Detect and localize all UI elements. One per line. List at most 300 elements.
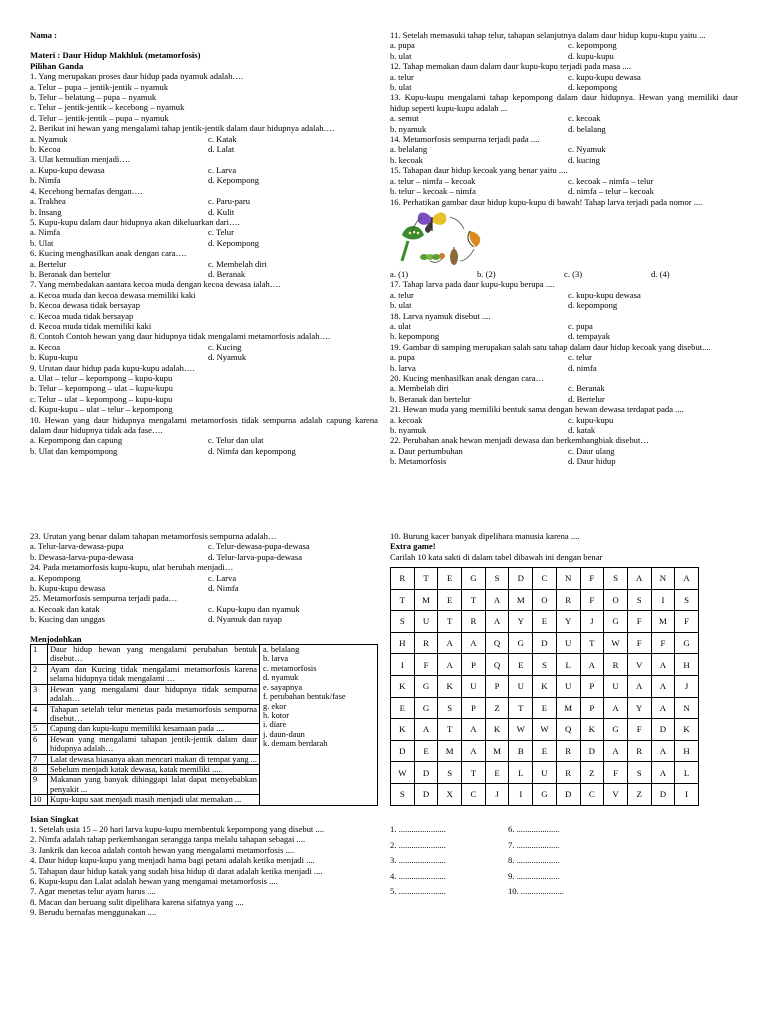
- grid-letter[interactable]: M: [556, 697, 580, 719]
- answer-option: b. telur – kecoak – nimfa: [390, 186, 476, 197]
- matching-number: 6: [31, 734, 48, 754]
- grid-letter[interactable]: S: [391, 611, 415, 633]
- matching-option: h. kotor: [263, 710, 290, 720]
- answer-option-row: [30, 165, 378, 175]
- grid-letter[interactable]: D: [391, 740, 415, 762]
- grid-letter[interactable]: J: [485, 783, 509, 805]
- grid-letter[interactable]: A: [651, 740, 675, 762]
- answer-blank-row: [390, 822, 738, 838]
- answer-option-row: [390, 352, 738, 362]
- answer-option: d. Bertelur: [568, 393, 605, 404]
- grid-letter[interactable]: P: [462, 654, 486, 676]
- answer-option: a. pupa: [390, 352, 415, 363]
- matching-number: 3: [31, 684, 48, 704]
- grid-letter[interactable]: M: [438, 740, 462, 762]
- answer-option: b. Kecoa: [30, 144, 61, 155]
- answer-blank[interactable]: 8. ....................: [508, 855, 560, 865]
- grid-letter[interactable]: K: [391, 719, 415, 741]
- grid-letter[interactable]: G: [414, 675, 438, 697]
- grid-letter[interactable]: E: [533, 697, 557, 719]
- answer-option: c. Telur – ulat – kepompong – kupu-kupu: [30, 393, 173, 404]
- matching-statement: Lalat dewasa biasanya akan mencari makan di tempat yang ...: [48, 754, 260, 764]
- grid-letter[interactable]: Z: [580, 762, 604, 784]
- butterfly-lifecycle-image: [390, 207, 738, 269]
- answer-option-row: [30, 614, 378, 624]
- grid-letter[interactable]: M: [651, 611, 675, 633]
- q16-option-c: c. (3): [564, 268, 583, 279]
- grid-letter[interactable]: J: [675, 675, 699, 697]
- answer-option: a. Bertelur: [30, 258, 67, 269]
- grid-letter[interactable]: Q: [556, 719, 580, 741]
- grid-letter[interactable]: F: [627, 611, 651, 633]
- answer-blank[interactable]: 2. ......................: [390, 839, 446, 850]
- matching-statement: Sebelum menjadi katak dewasa, katak memiliki ....: [48, 764, 260, 774]
- question-text: 19. Gambar di samping merupakan salah satu tahap dalam daur hidup kecoak yang disebut....: [390, 341, 711, 352]
- question-text: 16. Perhatikan gambar daur hidup kupu-kupu di bawah! Tahap larva terjadi pada nomor ....: [390, 196, 703, 207]
- answer-option-row: [390, 155, 738, 165]
- question-text: 24. Pada metamorfosis kupu-kupu, ulat berubah menjadi…: [30, 562, 234, 573]
- matching-option: i. diare: [263, 720, 287, 730]
- grid-letter[interactable]: T: [462, 762, 486, 784]
- grid-letter[interactable]: U: [414, 611, 438, 633]
- grid-letter[interactable]: E: [509, 654, 533, 676]
- grid-letter[interactable]: S: [675, 589, 699, 611]
- grid-letter[interactable]: F: [675, 611, 699, 633]
- grid-letter[interactable]: F: [651, 632, 675, 654]
- butterfly-icon: [418, 212, 446, 233]
- grid-letter[interactable]: U: [556, 675, 580, 697]
- grid-letter[interactable]: A: [485, 611, 509, 633]
- grid-letter[interactable]: C: [580, 783, 604, 805]
- grid-letter[interactable]: H: [675, 654, 699, 676]
- grid-letter[interactable]: S: [438, 697, 462, 719]
- isian-item: 6. Kupu-kupu dan Lalat adalah hewan yang mengamai metamorfosis ....: [30, 876, 278, 886]
- grid-letter[interactable]: Y: [556, 611, 580, 633]
- answer-option: c. kecoak – nimfa – telur: [568, 175, 654, 186]
- answer-option: a. Nimfa: [30, 227, 61, 238]
- q16-option-b: b. (2): [477, 268, 496, 279]
- matching-number: 4: [31, 704, 48, 724]
- answer-option: d. Nyamuk: [208, 352, 247, 363]
- matching-number: 8: [31, 764, 48, 774]
- answer-option-row: [30, 604, 378, 614]
- answer-option: d. Nimfa dan kepompong: [208, 445, 296, 456]
- grid-letter[interactable]: D: [533, 632, 557, 654]
- matching-statement: Daur hidup hewan yang mengalami perubahan bentuk disebut…: [48, 645, 260, 665]
- question-text: 5. Kupu-kupu dalam daur hidupnya akan dikeluarkan dari….: [30, 216, 240, 227]
- answer-blanks: [390, 822, 738, 900]
- grid-letter[interactable]: N: [675, 697, 699, 719]
- answer-blank-row: [390, 884, 738, 900]
- grid-letter[interactable]: J: [580, 611, 604, 633]
- grid-letter[interactable]: D: [509, 568, 533, 590]
- grid-letter[interactable]: B: [509, 740, 533, 762]
- grid-letter[interactable]: U: [462, 675, 486, 697]
- grid-letter[interactable]: W: [509, 719, 533, 741]
- grid-letter[interactable]: A: [462, 740, 486, 762]
- answer-option-row: [30, 573, 378, 583]
- grid-letter[interactable]: D: [651, 719, 675, 741]
- grid-letter[interactable]: R: [604, 654, 628, 676]
- answer-option: b. ulat: [390, 50, 412, 61]
- grid-letter[interactable]: A: [627, 675, 651, 697]
- answer-option: c. kupu-kupu dewasa: [568, 71, 641, 82]
- isian-item: 9. Berudu bernafas menggunakan ....: [30, 907, 157, 918]
- answer-option: d. tempayak: [568, 331, 610, 342]
- grid-letter[interactable]: A: [462, 719, 486, 741]
- grid-letter[interactable]: A: [675, 568, 699, 590]
- grid-letter[interactable]: F: [580, 568, 604, 590]
- grid-letter[interactable]: E: [533, 740, 557, 762]
- grid-letter[interactable]: P: [580, 675, 604, 697]
- grid-letter[interactable]: A: [414, 719, 438, 741]
- grid-letter[interactable]: L: [675, 762, 699, 784]
- matching-number: 9: [31, 775, 48, 795]
- question-text: 8. Contoh Contoh hewan yang daur hidupnya tidak mengalami metamorfosis adalah….: [30, 331, 331, 342]
- extra-game-title: Extra game!: [390, 541, 436, 552]
- word-search-grid: [390, 567, 699, 806]
- answer-option: b. ulat: [390, 300, 412, 311]
- grid-letter[interactable]: R: [556, 589, 580, 611]
- grid-letter[interactable]: K: [438, 675, 462, 697]
- grid-letter[interactable]: I: [391, 654, 415, 676]
- grid-letter[interactable]: A: [651, 675, 675, 697]
- answer-blank[interactable]: 10. ....................: [508, 886, 564, 896]
- question-text: 3. Ulat kemudian menjadi….: [30, 154, 130, 165]
- question-text: 10. Hewan yang daur hidupnya mengalami metamorfosis tidak sempurna adalah capung karena dalam daur hidupnya tidak ada fase….: [30, 414, 378, 436]
- nama-label: Nama :: [30, 30, 57, 40]
- grid-letter[interactable]: S: [627, 589, 651, 611]
- matching-option: c. metamorfosis: [263, 663, 317, 673]
- question-text: 25. Metamorfosis sempurna terjadi pada…: [30, 593, 178, 604]
- grid-letter[interactable]: U: [509, 675, 533, 697]
- left-bottom-column: [30, 531, 378, 918]
- answer-option-row: [30, 134, 378, 144]
- grid-letter[interactable]: E: [391, 697, 415, 719]
- grid-letter[interactable]: A: [462, 632, 486, 654]
- answer-option: d. katak: [568, 425, 596, 435]
- answer-option: d. kepompong: [568, 300, 618, 311]
- matching-statement: Tahapan setelah telur menetas pada metamorfosis sempurna disebut…: [48, 704, 260, 724]
- answer-option: b. Dewasa-larva-pupa-dewasa: [30, 551, 134, 562]
- answer-option: b. larva: [390, 362, 416, 373]
- grid-letter[interactable]: T: [462, 589, 486, 611]
- answer-option: c. Telur: [208, 227, 234, 238]
- answer-option: c. Nyamuk: [568, 144, 606, 155]
- answer-option-row: [30, 342, 378, 352]
- matching-option: b. larva: [263, 654, 289, 664]
- answer-option-row: [30, 259, 378, 269]
- answer-blank[interactable]: 9. ....................: [508, 870, 560, 881]
- answer-option: d. Nyamuk dan rayap: [208, 614, 282, 625]
- question-text: 14. Metamorfosis sempurna terjadi pada ....: [390, 134, 540, 145]
- matching-number: 1: [31, 645, 48, 665]
- q16-option-a: a. (1): [390, 268, 409, 279]
- grid-letter[interactable]: R: [462, 611, 486, 633]
- answer-blank[interactable]: 5. ......................: [390, 886, 446, 896]
- grid-letter[interactable]: S: [627, 762, 651, 784]
- grid-letter[interactable]: D: [651, 783, 675, 805]
- grid-letter[interactable]: I: [675, 783, 699, 805]
- grid-letter[interactable]: A: [627, 568, 651, 590]
- grid-letter[interactable]: E: [414, 740, 438, 762]
- answer-option: b. Beranak dan bertelur: [390, 393, 471, 404]
- grid-letter[interactable]: Y: [509, 611, 533, 633]
- answer-option: d. Daur hidup: [568, 456, 616, 467]
- answer-option-row: [390, 82, 738, 92]
- grid-letter[interactable]: F: [604, 762, 628, 784]
- grid-letter[interactable]: R: [627, 740, 651, 762]
- grid-letter[interactable]: C: [533, 568, 557, 590]
- answer-option-row: [30, 541, 378, 551]
- grid-letter[interactable]: M: [509, 589, 533, 611]
- answer-blank[interactable]: 1. ......................: [390, 824, 446, 834]
- grid-letter[interactable]: F: [414, 654, 438, 676]
- grid-letter[interactable]: I: [509, 783, 533, 805]
- grid-letter[interactable]: F: [580, 589, 604, 611]
- isian-item: 8. Macan dan beruang sulit dipelihara karena sifatnya yang ....: [30, 896, 244, 907]
- answer-option: d. belalang: [568, 123, 606, 134]
- grid-letter[interactable]: G: [462, 568, 486, 590]
- grid-letter[interactable]: H: [391, 632, 415, 654]
- answer-blank[interactable]: 4. ......................: [390, 870, 446, 881]
- isian-item: 1. Setelah usia 15 – 20 hari larva kupu-kupu membentuk kepompong yang disebut ....: [30, 823, 325, 834]
- grid-letter[interactable]: G: [604, 611, 628, 633]
- grid-row: [391, 697, 699, 719]
- answer-option: d. Kupu-kupu – ulat – telur – kepompong: [30, 404, 173, 415]
- answer-option: c. Telur-dewasa-pupa-dewasa: [208, 541, 310, 552]
- grid-letter[interactable]: V: [604, 783, 628, 805]
- grid-letter[interactable]: X: [438, 783, 462, 805]
- matching-number: 7: [31, 754, 48, 764]
- answer-blank[interactable]: 7. ....................: [508, 839, 560, 850]
- grid-letter[interactable]: M: [414, 589, 438, 611]
- grid-row: [391, 589, 699, 611]
- grid-letter[interactable]: U: [604, 675, 628, 697]
- grid-letter[interactable]: A: [604, 697, 628, 719]
- q16-options: [390, 269, 738, 279]
- grid-letter[interactable]: Z: [485, 697, 509, 719]
- answer-option: b. Ulat: [30, 237, 54, 248]
- answer-option: c. Daur ulang: [568, 445, 615, 456]
- answer-option: c. kepompong: [568, 40, 617, 51]
- grid-letter[interactable]: G: [414, 697, 438, 719]
- grid-letter[interactable]: Z: [627, 783, 651, 805]
- grid-letter[interactable]: D: [580, 740, 604, 762]
- grid-letter[interactable]: R: [556, 740, 580, 762]
- grid-letter[interactable]: C: [462, 783, 486, 805]
- answer-option-row: [390, 113, 738, 123]
- answer-option: b. Nimfa: [30, 175, 61, 186]
- grid-letter[interactable]: K: [675, 719, 699, 741]
- answer-option-row: [30, 227, 378, 237]
- grid-letter[interactable]: I: [651, 589, 675, 611]
- question-text: 20. Kucing menhasilkan anak dengan cara…: [390, 372, 545, 383]
- grid-letter[interactable]: N: [556, 568, 580, 590]
- grid-letter[interactable]: E: [438, 568, 462, 590]
- grid-letter[interactable]: M: [485, 740, 509, 762]
- answer-option: b. nyamuk: [390, 123, 427, 134]
- answer-option: a. belalang: [390, 144, 428, 155]
- answer-option: a. pupa: [390, 40, 415, 51]
- answer-option: a. Telur – pupa – jentik-jentik – nyamuk: [30, 81, 169, 92]
- grid-letter[interactable]: A: [604, 740, 628, 762]
- grid-letter[interactable]: T: [438, 719, 462, 741]
- grid-letter[interactable]: P: [580, 697, 604, 719]
- grid-letter[interactable]: D: [414, 783, 438, 805]
- grid-letter[interactable]: Y: [627, 697, 651, 719]
- answer-option-row: [390, 51, 738, 61]
- answer-option: d. Telur-larva-pupa-dewasa: [208, 551, 303, 562]
- grid-letter[interactable]: E: [485, 762, 509, 784]
- answer-option: d. kepompong: [568, 82, 618, 93]
- grid-letter[interactable]: T: [391, 589, 415, 611]
- answer-option: b. kecoak: [390, 154, 423, 165]
- answer-option: d. kupu-kupu: [568, 50, 614, 61]
- grid-letter[interactable]: A: [651, 654, 675, 676]
- grid-letter[interactable]: R: [391, 568, 415, 590]
- answer-option: b. ulat: [390, 82, 412, 93]
- answer-option: b. Kupu-kupu: [30, 352, 78, 363]
- grid-letter[interactable]: R: [556, 762, 580, 784]
- grid-letter[interactable]: S: [391, 783, 415, 805]
- matching-options: [260, 645, 378, 806]
- matching-statement: Hewan yang mengalami daur hidupnya tidak sempurna adalah…: [48, 684, 260, 704]
- grid-letter[interactable]: U: [533, 762, 557, 784]
- grid-letter[interactable]: A: [485, 589, 509, 611]
- grid-letter[interactable]: G: [675, 632, 699, 654]
- answer-option-row: [30, 435, 378, 445]
- grid-letter[interactable]: S: [485, 568, 509, 590]
- answer-option: a. kecoak: [390, 414, 423, 425]
- grid-letter[interactable]: G: [604, 719, 628, 741]
- answer-option-row: [30, 352, 378, 362]
- answer-option-row: [30, 269, 378, 279]
- grid-letter[interactable]: W: [391, 762, 415, 784]
- grid-row: [391, 568, 699, 590]
- grid-letter[interactable]: E: [533, 611, 557, 633]
- answer-option: c. kupu-kupu dewasa: [568, 289, 641, 300]
- grid-letter[interactable]: G: [533, 783, 557, 805]
- answer-blank-row: [390, 853, 738, 869]
- grid-letter[interactable]: K: [391, 675, 415, 697]
- grid-letter[interactable]: F: [627, 632, 651, 654]
- grid-letter[interactable]: D: [556, 783, 580, 805]
- grid-letter[interactable]: S: [438, 762, 462, 784]
- answer-option: c. kupu-kupu: [568, 414, 614, 425]
- grid-letter[interactable]: W: [533, 719, 557, 741]
- questions-1-10: [30, 71, 378, 456]
- answer-blank[interactable]: 6. ....................: [508, 824, 560, 834]
- matching-statement: Ayam dan Kucing tidak mengalami metamorfosis karena selama hidupnya tidak mengalami …: [48, 664, 260, 684]
- question-text: 18. Larva nyamuk disebut ....: [390, 310, 491, 321]
- grid-letter[interactable]: P: [485, 675, 509, 697]
- grid-letter[interactable]: T: [438, 611, 462, 633]
- question-text: 15. Tahapan daur hidup kecoak yang benar yaitu ....: [390, 165, 568, 176]
- grid-letter[interactable]: L: [556, 654, 580, 676]
- matching-option: j. daun-daun: [263, 729, 305, 739]
- matching-option: a. belalang: [263, 645, 300, 655]
- grid-row: [391, 632, 699, 654]
- grid-letter[interactable]: Q: [485, 632, 509, 654]
- grid-letter[interactable]: A: [651, 697, 675, 719]
- grid-letter[interactable]: G: [509, 632, 533, 654]
- matching-option: f. perubahan bentuk/fase: [263, 692, 346, 702]
- pilihan-ganda-title: Pilihan Ganda: [30, 60, 84, 71]
- answer-option-row: [30, 238, 378, 248]
- grid-row: [391, 762, 699, 784]
- answer-option-row: [390, 124, 738, 134]
- grid-letter[interactable]: T: [580, 632, 604, 654]
- answer-option-row: [390, 331, 738, 341]
- grid-letter[interactable]: T: [509, 697, 533, 719]
- grid-letter[interactable]: Q: [485, 654, 509, 676]
- grid-letter[interactable]: A: [651, 762, 675, 784]
- grid-letter[interactable]: U: [556, 632, 580, 654]
- grid-letter[interactable]: A: [438, 654, 462, 676]
- answer-option-row: [30, 144, 378, 154]
- question-text: 7. Yang membedakan aantara kecoa muda dengan kecoa dewasa ialah….: [30, 279, 281, 290]
- grid-letter[interactable]: A: [438, 632, 462, 654]
- grid-letter[interactable]: K: [580, 719, 604, 741]
- grid-letter[interactable]: O: [533, 589, 557, 611]
- grid-letter[interactable]: F: [627, 719, 651, 741]
- matching-statement: Capung dan kupu-kupu memiliki kesamaan pada ....: [48, 724, 260, 734]
- question-text: 12. Tahap memakan daun dalam daur kupu-kupu terjadi pada masa ....: [390, 61, 631, 72]
- grid-letter[interactable]: E: [438, 589, 462, 611]
- matching-row: [31, 645, 378, 665]
- grid-letter[interactable]: K: [533, 675, 557, 697]
- answer-option: c. Membelah diri: [208, 258, 267, 269]
- answer-option-row: [390, 363, 738, 373]
- answer-option: c. Kucing: [208, 341, 242, 352]
- grid-letter[interactable]: H: [675, 740, 699, 762]
- grid-letter[interactable]: T: [414, 568, 438, 590]
- answer-option: a. Trakhea: [30, 196, 66, 207]
- question-text: 17. Tahap larva pada daur kupu-kupu berupa ....: [390, 279, 555, 290]
- answer-option-row: [390, 290, 738, 300]
- matching-number: 5: [31, 724, 48, 734]
- answer-option: d. Telur – jentik-jentik – pupa – nyamuk: [30, 112, 169, 123]
- answer-option: d. Kecoa muda tidak memiliki kaki: [30, 320, 152, 331]
- grid-letter[interactable]: V: [627, 654, 651, 676]
- matching-option: g. ekor: [263, 701, 287, 711]
- answer-option: b. Kupu-kupu dewasa: [30, 583, 106, 594]
- grid-letter[interactable]: K: [485, 719, 509, 741]
- matching-option: e. sayapnya: [263, 682, 303, 692]
- answer-option: c. Larva: [208, 164, 237, 175]
- isian-item: 7. Agar menetas telur ayam harus ....: [30, 886, 156, 897]
- question-text: 1. Yang merupakan proses daur hidup pada nyamuk adalah….: [30, 71, 244, 82]
- answer-blank[interactable]: 3. ......................: [390, 855, 446, 865]
- grid-letter[interactable]: S: [533, 654, 557, 676]
- grid-letter[interactable]: A: [580, 654, 604, 676]
- answer-option: c. pupa: [568, 320, 593, 331]
- grid-letter[interactable]: O: [604, 589, 628, 611]
- grid-letter[interactable]: D: [414, 762, 438, 784]
- grid-letter[interactable]: P: [462, 697, 486, 719]
- isian-item: 4. Daur hidup kupu-kupu yang menjadi hama bagi petani adalah ketika menjadi ....: [30, 855, 315, 866]
- answer-option: a. telur: [390, 289, 414, 300]
- grid-letter[interactable]: N: [651, 568, 675, 590]
- grid-letter[interactable]: R: [414, 632, 438, 654]
- grid-letter[interactable]: W: [604, 632, 628, 654]
- grid-letter[interactable]: S: [604, 568, 628, 590]
- question-text: 23. Urutan yang benar dalam tahapan metamorfosis sempurna adalah…: [30, 531, 277, 541]
- answer-option-row: [390, 40, 738, 50]
- grid-letter[interactable]: L: [509, 762, 533, 784]
- answer-option: c. Beranak: [568, 383, 605, 394]
